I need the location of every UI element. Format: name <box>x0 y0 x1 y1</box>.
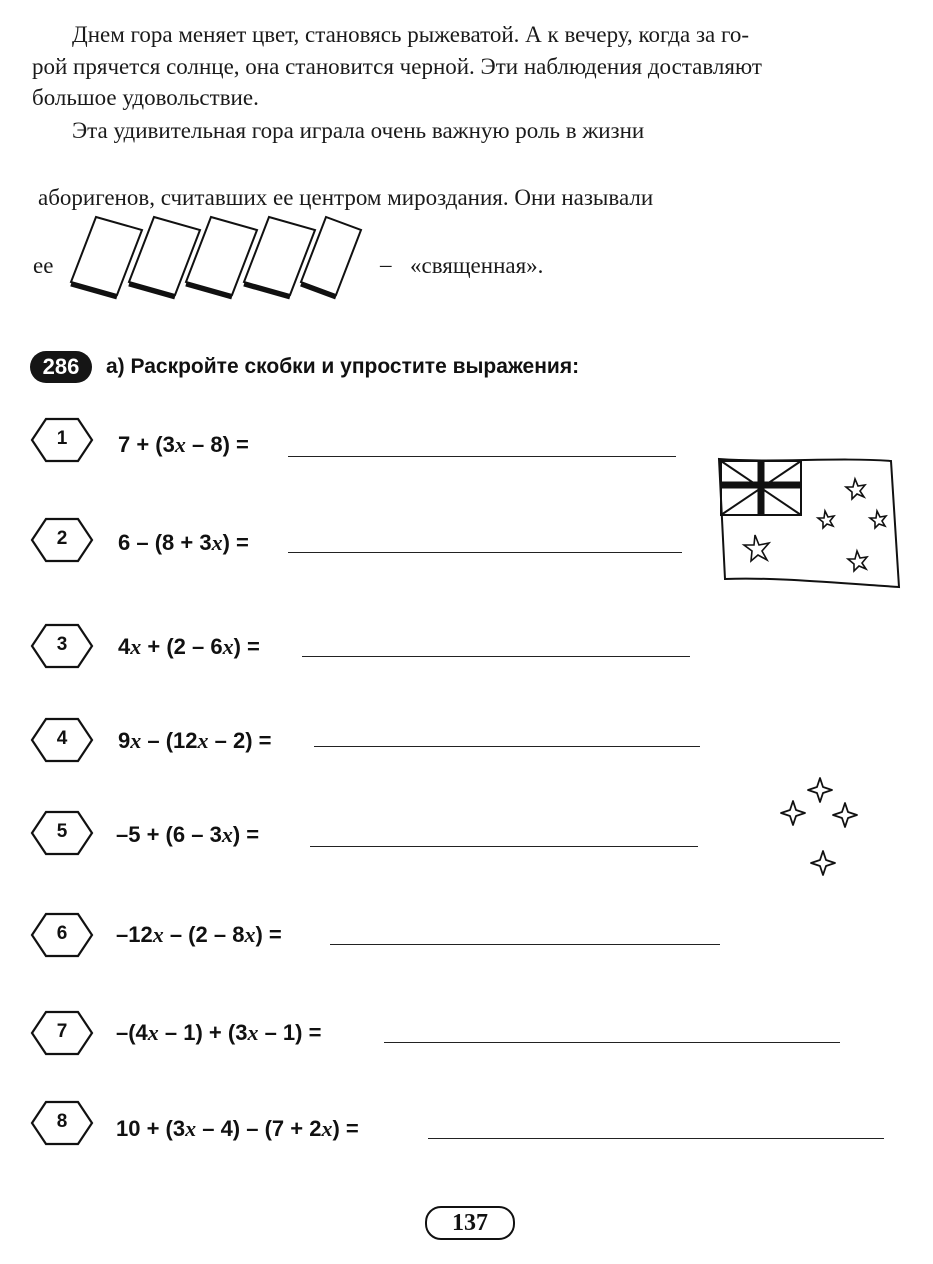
answer-line[interactable] <box>302 656 690 657</box>
exercise-number: 6 <box>56 923 68 944</box>
australian-flag-icon <box>715 455 905 590</box>
answer-line[interactable] <box>314 746 700 747</box>
page-number: 137 <box>425 1206 515 1240</box>
exercise-expression: 7 + (3x – 8) = <box>118 432 249 457</box>
exercise-expression: 10 + (3x – 4) – (7 + 2x) = <box>116 1116 359 1141</box>
exercise-number: 7 <box>56 1021 68 1042</box>
answer-line[interactable] <box>288 456 676 457</box>
text-sacred: «священная». <box>410 253 544 278</box>
text-dash: – <box>380 252 392 277</box>
answer-line[interactable] <box>310 846 698 847</box>
exercise-number: 3 <box>56 634 68 655</box>
exercise-expression: 6 – (8 + 3x) = <box>118 530 249 555</box>
exercise-expression: –5 + (6 – 3x) = <box>116 822 260 847</box>
text-line-4: Эта удивительная гора играла очень важную роль в жизни <box>72 118 645 143</box>
answer-line[interactable] <box>384 1042 840 1043</box>
text-ee: ее <box>33 253 54 278</box>
exercise-expression: 4x + (2 – 6x) = <box>118 634 260 659</box>
answer-line[interactable] <box>428 1138 884 1139</box>
exercise-number: 2 <box>56 528 68 549</box>
letter-boxes-icon <box>66 212 366 307</box>
answer-line[interactable] <box>330 944 720 945</box>
exercise-number: 1 <box>56 428 68 449</box>
exercise-number: 5 <box>56 821 68 842</box>
exercise-expression: 9x – (12x – 2) = <box>118 728 272 753</box>
text-line-3: большое удовольствие. <box>32 85 259 110</box>
text-line-5: аборигенов, считавших ее центром мироздания. Они называли <box>38 185 654 210</box>
exercise-number: 8 <box>56 1111 68 1132</box>
task-title: а) Раскройте скобки и упростите выражения: <box>106 355 580 378</box>
southern-cross-stars-icon <box>775 775 865 880</box>
answer-line[interactable] <box>288 552 682 553</box>
exercise-expression: –12x – (2 – 8x) = <box>116 922 282 947</box>
text-line-1: Днем гора меняет цвет, становясь рыжеватой. А к вечеру, когда за го- <box>72 22 750 47</box>
exercise-expression: –(4x – 1) + (3x – 1) = <box>116 1020 322 1045</box>
task-number-badge: 286 <box>30 351 92 383</box>
exercise-number: 4 <box>56 728 68 749</box>
text-line-2: рой прячется солнце, она становится черной. Эти наблюдения доставляют <box>32 54 762 79</box>
